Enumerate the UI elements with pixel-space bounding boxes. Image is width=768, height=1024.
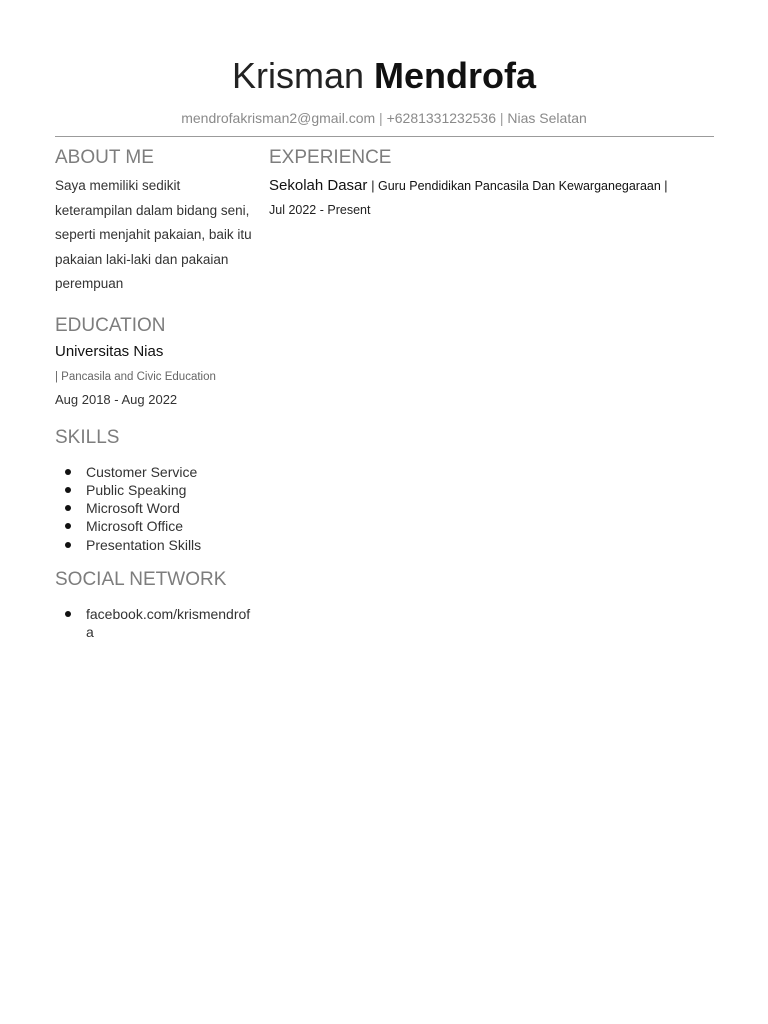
bullet-icon [65,505,71,511]
list-item [86,499,255,517]
experience-entry [269,174,719,197]
social-heading: SOCIAL NETWORK [55,568,227,590]
list-item [86,517,255,535]
bullet-icon [65,523,71,529]
about-heading: ABOUT ME [55,147,154,168]
phone-text: +6281331232536 [386,110,496,126]
list-item [86,536,255,554]
skill-label: Public Speaking [86,481,187,498]
candidate-name [0,54,768,98]
job-title: | Guru Pendidikan Pancasila Dan Kewarganegaraan | [371,179,668,193]
skill-label: Microsoft Office [86,518,183,535]
experience-dates: Jul 2022 - Present [269,203,371,217]
contact-separator: | [379,110,383,126]
skill-label: Presentation Skills [86,536,202,553]
skills-heading: SKILLS [55,426,120,448]
degree-text: | Pancasila and Civic Education [55,370,216,383]
bullet-icon [65,469,71,475]
experience-heading: EXPERIENCE [269,147,392,168]
list-item [86,463,255,481]
company-name: Sekolah Dasar [269,177,368,194]
list-item [86,605,256,642]
skill-label: Microsoft Word [86,500,180,517]
bullet-icon [65,487,71,493]
location-text: Nias Selatan [507,110,587,126]
email-text: mendrofakrisman2@gmail.com [181,110,376,126]
education-dates: Aug 2018 - Aug 2022 [55,391,178,407]
bullet-icon [65,611,71,617]
bullet-icon [65,542,71,548]
header-divider [55,136,714,137]
right-column [269,145,719,219]
contact-separator: | [499,110,504,126]
list-item [86,481,255,499]
about-text: Saya memiliki sedikit keterampilan dalam bidang seni, seperti menjahit pakaian, baik itu pakaian laki-laki dan pakaian perempuan [55,178,252,291]
social-list [55,605,255,642]
first-name: Krisman [231,55,364,96]
social-link[interactable]: facebook.com/krismendrofa [86,605,251,641]
education-heading: EDUCATION [55,314,166,336]
last-name: Mendrofa [374,55,537,96]
left-column [55,145,255,642]
contact-line [0,108,768,128]
school-name: Universitas Nias [55,342,164,360]
skills-list [55,463,255,554]
skill-label: Customer Service [86,463,198,480]
